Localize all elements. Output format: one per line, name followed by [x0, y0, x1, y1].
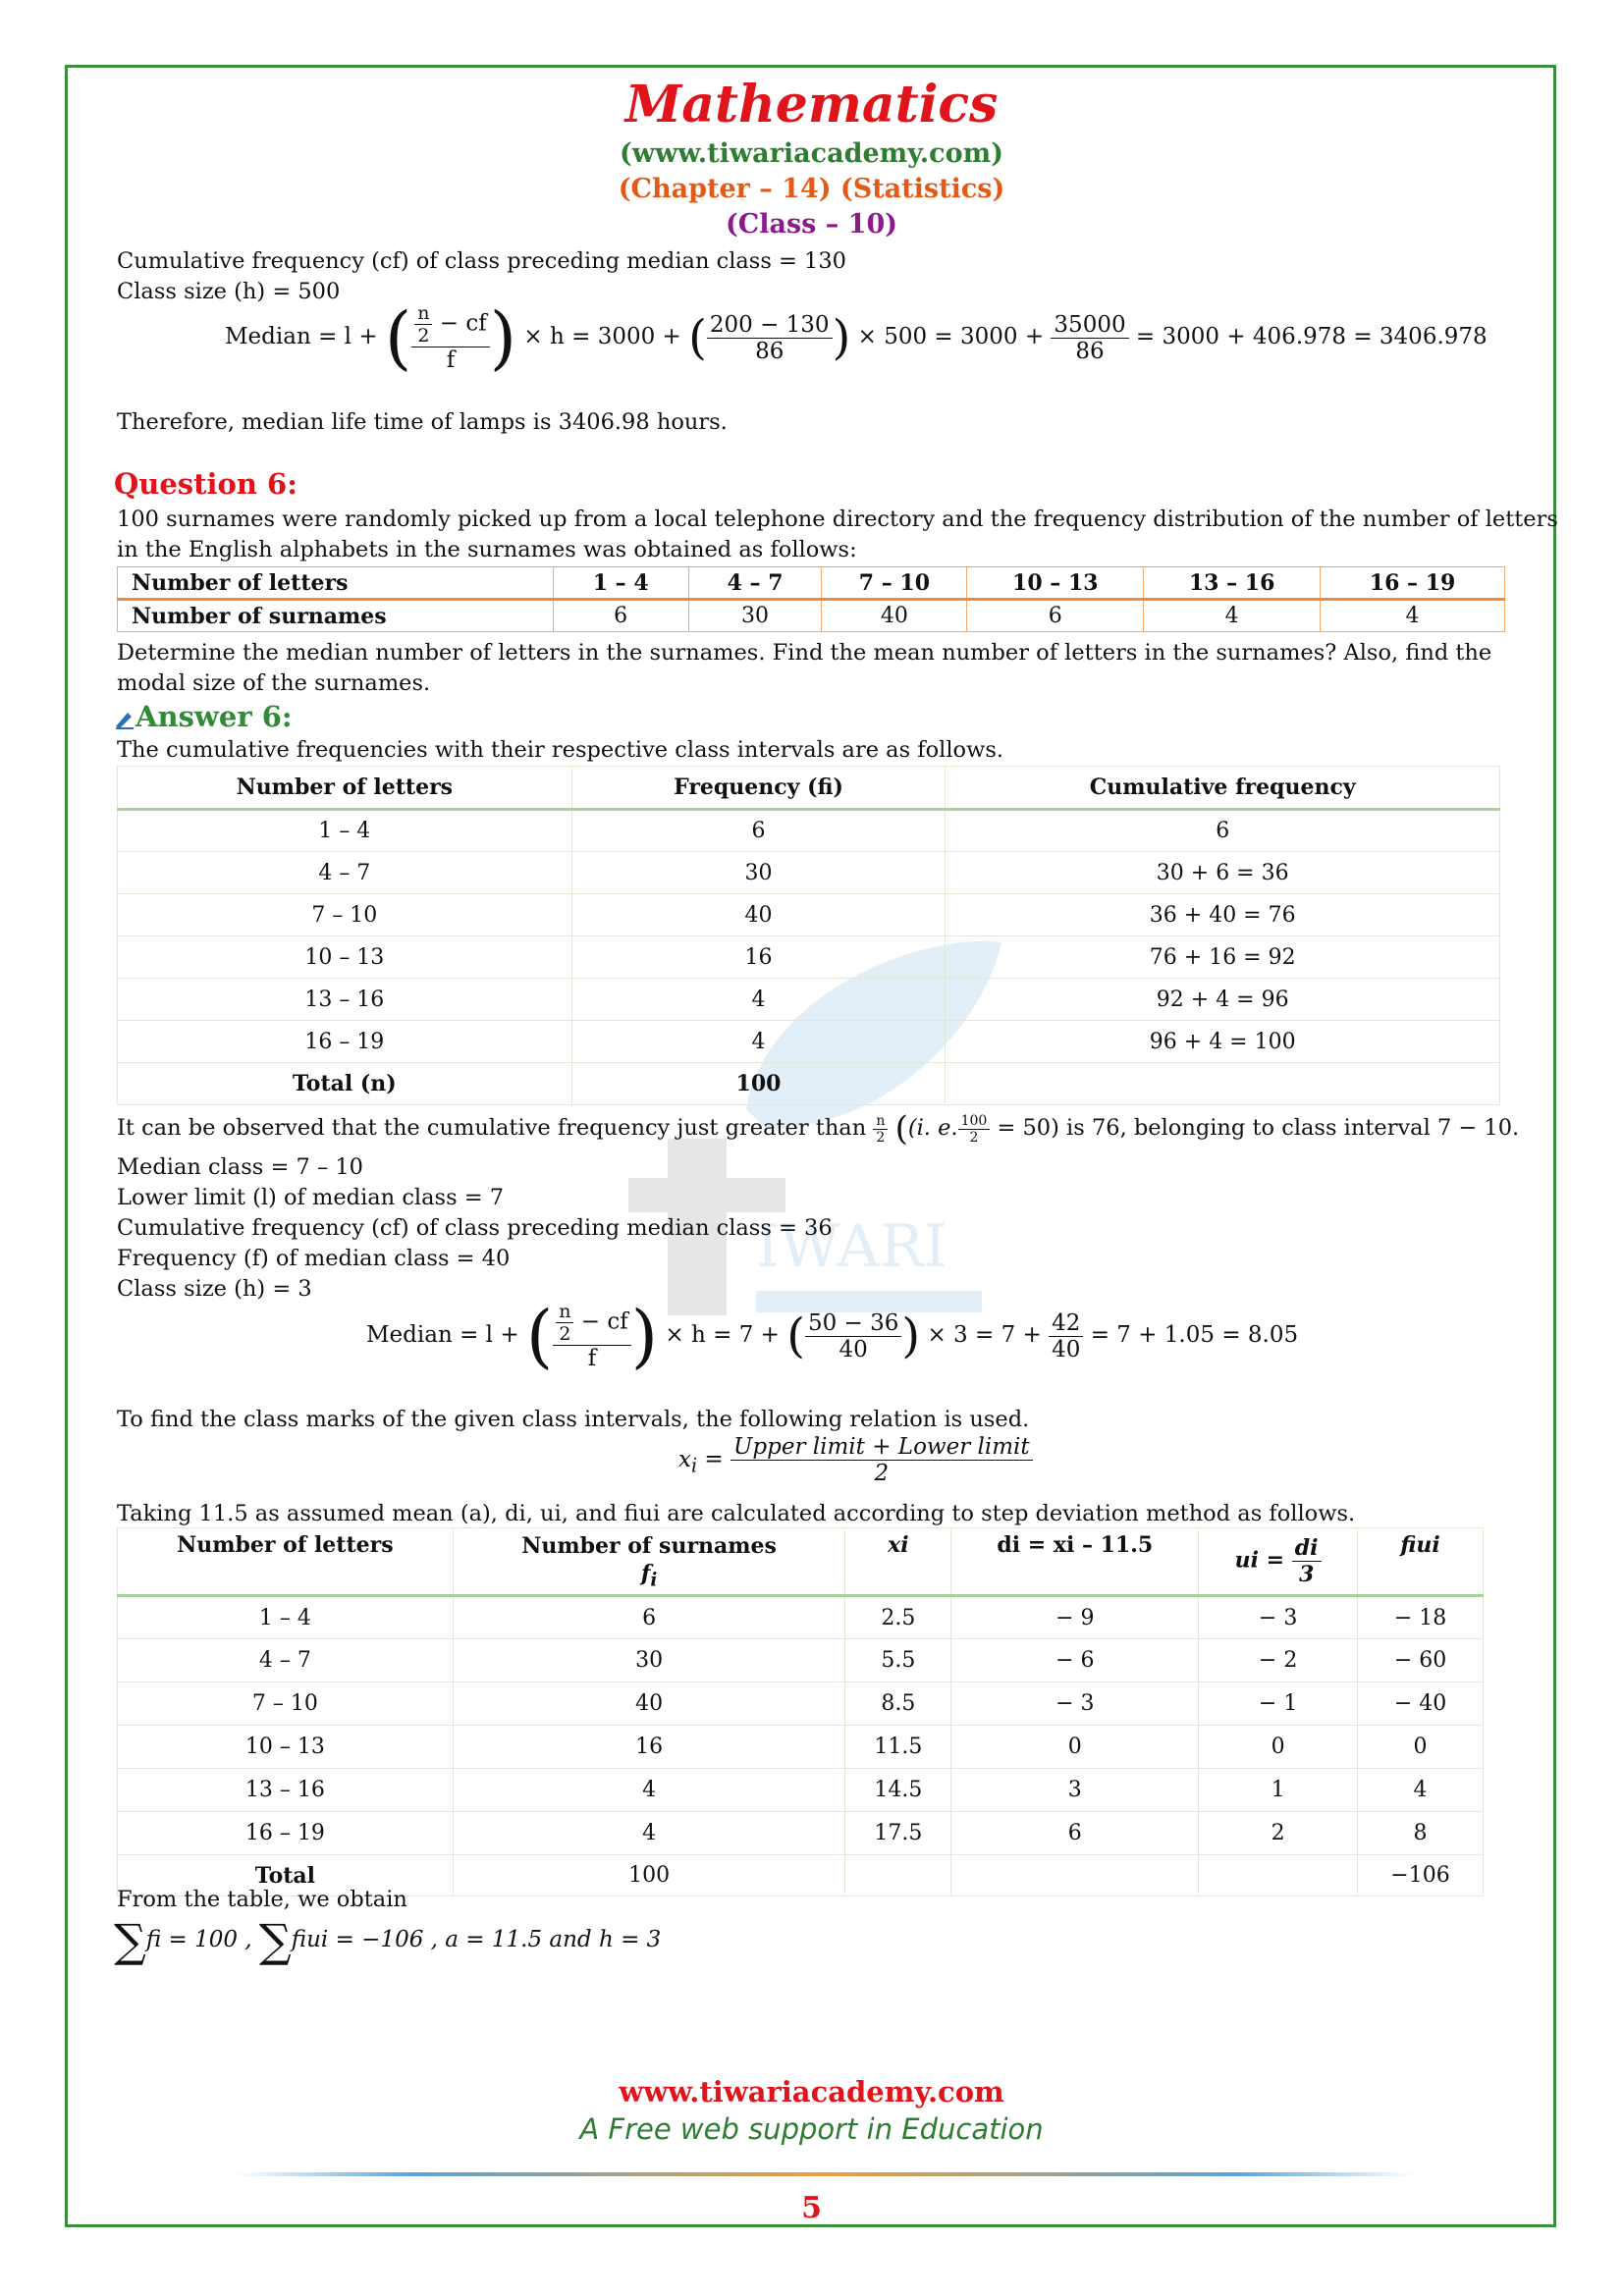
table-header-row	[118, 767, 1500, 810]
table-cell: 100	[453, 1855, 845, 1896]
table-cell: − 2	[1199, 1639, 1358, 1682]
lower-limit-line: Lower limit (l) of median class = 7	[117, 1185, 505, 1210]
footer-tagline: A Free web support in Education	[579, 2112, 1044, 2146]
table-cell: 1 – 4	[553, 567, 688, 600]
table-cell	[946, 1063, 1500, 1105]
answer-label: Answer 6:	[135, 700, 293, 733]
table-cell: 4	[571, 1021, 946, 1063]
table-cell: 2.5	[845, 1596, 951, 1639]
svg-text:IWARI: IWARI	[756, 1212, 947, 1281]
table-header-cell: Cumulative frequency	[946, 767, 1500, 810]
table-cell: 30 + 6 = 36	[946, 852, 1500, 894]
eq-text: × 500 = 3000 +	[857, 324, 1045, 349]
table-cell: 10 – 13	[118, 1726, 454, 1769]
table-cell: 30	[453, 1639, 845, 1682]
table-header-cell: di = xi – 11.5	[951, 1528, 1199, 1596]
table-header-cell: xi	[845, 1528, 951, 1596]
table-cell: 6	[951, 1812, 1199, 1855]
table-row	[118, 979, 1500, 1021]
table-cell: 76 + 16 = 92	[946, 936, 1500, 979]
table-cell: − 1	[1199, 1682, 1358, 1726]
table-cell: 17.5	[845, 1812, 951, 1855]
fraction-denominator: 86	[1075, 338, 1105, 364]
table-cell: 30	[688, 600, 822, 632]
table-total-row	[118, 1063, 1500, 1105]
table-cell: 4	[1321, 600, 1505, 632]
fraction-numerator: 35000	[1051, 312, 1128, 339]
table-cell	[845, 1855, 951, 1896]
table-row	[118, 1639, 1484, 1682]
footer-divider	[236, 2172, 1414, 2176]
table-cell: −106	[1358, 1855, 1484, 1896]
table-header-cell: fiui	[1358, 1528, 1484, 1596]
question-text-2: in the English alphabets in the surnames was obtained as follows:	[117, 537, 857, 562]
class-marks-text: To find the class marks of the given class intervals, the following relation is used.	[117, 1407, 1030, 1432]
table-cell: 96 + 4 = 100	[946, 1021, 1500, 1063]
table-cell: 7 – 10	[118, 1682, 454, 1726]
table-cell: 4 – 7	[688, 567, 822, 600]
eq-text: × h = 3000 +	[523, 324, 681, 349]
eq-text: = 7 + 1.05 = 8.05	[1090, 1322, 1299, 1348]
table-cell: 92 + 4 = 96	[946, 979, 1500, 1021]
eq-text: × h = 7 +	[665, 1322, 780, 1348]
table-cell: 16 – 19	[1321, 567, 1505, 600]
table-cell: 3	[951, 1769, 1199, 1812]
table-cell: 7 – 10	[822, 567, 967, 600]
page-title: Mathematics	[624, 75, 999, 134]
sum-text: fi = 100 ,	[145, 1927, 252, 1952]
table-cell: 2	[1199, 1812, 1358, 1855]
table-row	[118, 600, 1505, 632]
observation-text: = 50)	[997, 1115, 1059, 1141]
table-row	[118, 1769, 1484, 1812]
frequency-line: Frequency (f) of median class = 40	[117, 1246, 511, 1271]
table-cell	[951, 1855, 1199, 1896]
fraction-denominator: 2	[874, 1461, 890, 1486]
table-cell: 1 – 4	[118, 810, 572, 852]
chapter-label: (Chapter – 14) (Statistics)	[618, 174, 1005, 204]
header-text: Number of surnames	[521, 1533, 777, 1559]
table-cell: 1 – 4	[118, 1596, 454, 1639]
median-equation-2: Median = l + ( $\frac{n}{2}$ − cf f ) × h = 7 + ( $\frac{50 - 36}{40}$ ) × 3 = 7 + $\frac{42}{40}$ = 7 + 1.05 = 8.05	[366, 1296, 1299, 1376]
table-cell: − 6	[951, 1639, 1199, 1682]
sum-text: fiui = −106 , a = 11.5 and h = 3	[291, 1927, 662, 1952]
table-cell	[1199, 1855, 1358, 1896]
question-text-1: 100 surnames were randomly picked up from a local telephone directory and the frequency distribution of the number of letters	[117, 507, 1558, 532]
table-cell: 7 – 10	[118, 894, 572, 936]
table-cell: 16 – 19	[118, 1021, 572, 1063]
table-cell: − 40	[1358, 1682, 1484, 1726]
obtain-text: From the table, we obtain	[117, 1887, 407, 1912]
table-row	[118, 894, 1500, 936]
header-text: ui =	[1234, 1547, 1285, 1574]
intro-cf-line: Cumulative frequency (cf) of class preceding median class = 130	[117, 248, 846, 274]
eq-text: Median = l +	[366, 1322, 519, 1348]
table-cell: − 60	[1358, 1639, 1484, 1682]
class-mark-formula: $x_i$ = $\frac{\text{Upper limit + Lower limit}}{2}$	[678, 1434, 1033, 1486]
table-row	[118, 810, 1500, 852]
table-header-cell: Frequency (fi)	[571, 767, 946, 810]
table-cell: 4	[453, 1812, 845, 1855]
table-cell: 30	[571, 852, 946, 894]
table-cell: 4	[1358, 1769, 1484, 1812]
table-row	[118, 1812, 1484, 1855]
table-cell: Number of surnames	[118, 600, 554, 632]
table-cell: 4 – 7	[118, 852, 572, 894]
table-cell: 4 – 7	[118, 1639, 454, 1682]
table-row	[118, 1682, 1484, 1726]
table-row	[118, 852, 1500, 894]
table-row	[118, 1726, 1484, 1769]
table-cell: 13 – 16	[1144, 567, 1321, 600]
footer-site-url: www.tiwariacademy.com	[619, 2075, 1004, 2109]
cumulative-frequency-table	[117, 766, 1500, 1105]
table-cell: 0	[951, 1726, 1199, 1769]
observation-line: It can be observed that the cumulative frequency just greater than $\frac{n}{2}$ ((i. e. $\frac{100}{2}$ = 50) is 76, belonging to class interval 7 − 10.	[117, 1109, 1520, 1148]
median-equation-1: Median = l + ( $\frac{n}{2}$ − cf f ) × h = 3000 + ( $\frac{200 - 130}{86}$ ) × 500 = 3000 + $\frac{35000}{86}$ = 3000 + 406.978 = 3406.978	[225, 297, 1488, 378]
class-size-line: Class size (h) = 3	[117, 1276, 312, 1302]
table-cell: 0	[1358, 1726, 1484, 1769]
fi-label: $f_i$	[640, 1561, 658, 1591]
pencil-icon	[114, 709, 135, 730]
table-cell: 40	[822, 600, 967, 632]
table-cell: 0	[1199, 1726, 1358, 1769]
table-cell: 14.5	[845, 1769, 951, 1812]
eq-text: Median = l +	[225, 324, 378, 349]
fraction-numerator: 200 − 130	[707, 312, 833, 339]
table-cell: 8	[1358, 1812, 1484, 1855]
table-cell: 8.5	[845, 1682, 951, 1726]
table-header-cell: Number of letters	[118, 767, 572, 810]
table-cell: 10 – 13	[967, 567, 1144, 600]
observation-text: (i. e.	[907, 1115, 958, 1141]
question-table	[117, 566, 1505, 632]
table-cell: − 18	[1358, 1596, 1484, 1639]
median-class-line: Median class = 7 – 10	[117, 1154, 363, 1180]
table-header-row	[118, 1528, 1484, 1596]
question-text-4: modal size of the surnames.	[117, 670, 431, 696]
table-header-cell: ui = $\frac{di}{3}$	[1199, 1528, 1358, 1596]
table-cell: 6	[553, 600, 688, 632]
summation-results: ∑fi = 100 , ∑fiui = −106 , a = 11.5 and h = 3	[114, 1914, 662, 1967]
table-cell: 16 – 19	[118, 1812, 454, 1855]
table-cell: 4	[1144, 600, 1321, 632]
table-header-cell	[453, 1528, 845, 1596]
table-cell: Total	[118, 1855, 454, 1896]
table-cell: 1	[1199, 1769, 1358, 1812]
table-cell: Number of letters	[118, 567, 554, 600]
fraction-numerator: Upper limit + Lower limit	[730, 1434, 1033, 1461]
table-cell: − 3	[951, 1682, 1199, 1726]
table-cell: 40	[453, 1682, 845, 1726]
intro-class-size: Class size (h) = 500	[117, 279, 341, 304]
cf-preceding-line: Cumulative frequency (cf) of class preceding median class = 36	[117, 1215, 833, 1241]
fraction-numerator: 42	[1049, 1310, 1083, 1337]
table-cell: 100	[571, 1063, 946, 1105]
table-header-cell: Number of letters	[118, 1528, 454, 1596]
table-cell: 13 – 16	[118, 1769, 454, 1812]
question-text-3: Determine the median number of letters in the surnames. Find the mean number of letters in the surnames? Also, find the	[117, 640, 1492, 666]
fraction-numerator: 50 − 36	[805, 1310, 901, 1337]
table-cell: 40	[571, 894, 946, 936]
class-label: (Class – 10)	[725, 209, 898, 240]
observation-text: It can be observed that the cumulative frequency just greater than	[117, 1115, 867, 1141]
table-cell: 6	[946, 810, 1500, 852]
table-cell: 6	[571, 810, 946, 852]
fraction-denominator: 40	[1052, 1336, 1081, 1362]
table-cell: 5.5	[845, 1639, 951, 1682]
eq-text: × 3 = 7 +	[927, 1322, 1042, 1348]
site-url: (www.tiwariacademy.com)	[620, 138, 1003, 169]
eq-text: = 3000 + 406.978 = 3406.978	[1135, 324, 1488, 349]
table-cell: 4	[453, 1769, 845, 1812]
table-cell: − 9	[951, 1596, 1199, 1639]
observation-text: is 76, belonging to class interval 7 − 10.	[1066, 1115, 1520, 1141]
table-cell: 13 – 16	[118, 979, 572, 1021]
table-cell: − 3	[1199, 1596, 1358, 1639]
answer-intro: The cumulative frequencies with their respective class intervals are as follows.	[117, 737, 1004, 763]
table-row	[118, 936, 1500, 979]
table-row	[118, 1021, 1500, 1063]
assumed-mean-text: Taking 11.5 as assumed mean (a), di, ui, and fiui are calculated according to step deviation method as follows.	[117, 1501, 1356, 1526]
fraction-denominator: 86	[755, 338, 784, 364]
table-row	[118, 1596, 1484, 1639]
question-label: Question 6:	[114, 467, 298, 501]
table-cell: 11.5	[845, 1726, 951, 1769]
table-cell: 16	[453, 1726, 845, 1769]
table-cell: 4	[571, 979, 946, 1021]
intro-conclusion: Therefore, median life time of lamps is 3406.98 hours.	[117, 409, 728, 435]
table-cell: 16	[571, 936, 946, 979]
page-number: 5	[801, 2191, 822, 2225]
table-cell: 10 – 13	[118, 936, 572, 979]
fraction-denominator: 40	[839, 1336, 868, 1362]
table-cell: 6	[967, 600, 1144, 632]
table-cell: 6	[453, 1596, 845, 1639]
step-deviation-table	[117, 1527, 1484, 1896]
table-cell: 36 + 40 = 76	[946, 894, 1500, 936]
table-row	[118, 567, 1505, 600]
table-cell: Total (n)	[118, 1063, 572, 1105]
